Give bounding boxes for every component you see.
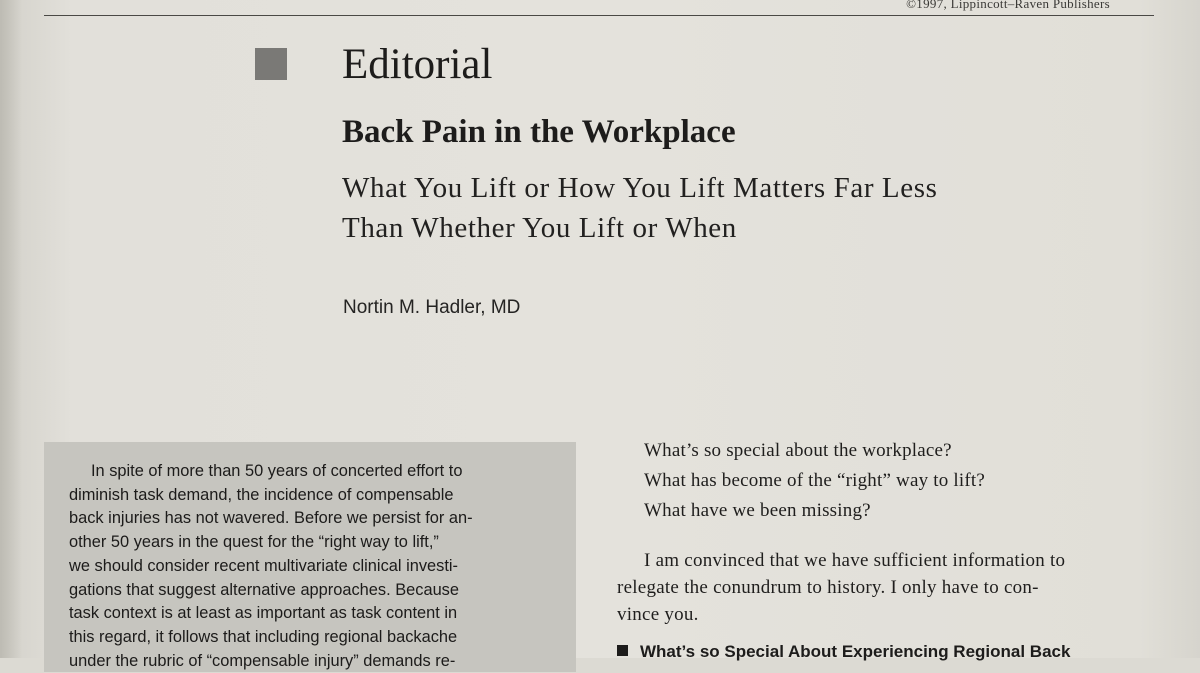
abstract-line: gations that suggest alternative approaches. Because [69,580,459,599]
paragraph-line: I am convinced that we have sufficient information to [644,550,1066,571]
author-byline: Nortin M. Hadler, MD [343,297,521,318]
abstract-line: task context is at least as important as task content in [69,604,458,623]
abstract-text [69,460,549,673]
article-title: Back Pain in the Workplace [342,114,736,150]
question-item: What’s so special about the workplace? [644,440,952,461]
subtitle-line-1: What You Lift or How You Lift Matters Far Less [342,172,938,204]
page-binding-shadow [0,0,22,658]
section-label: Editorial [342,41,493,88]
abstract-line: back injuries has not wavered. Before we persist for an- [69,509,473,528]
abstract-line: In spite of more than 50 years of concerted effort to [91,462,463,480]
subtitle-line-2: Than Whether You Lift or When [342,212,737,244]
opening-questions [644,436,985,526]
heading-bullet-square [617,645,628,656]
question-item: What has become of the “right” way to lift? [644,470,985,491]
abstract-line: this regard, it follows that including regional backache [69,627,458,646]
article-subtitle [342,168,1142,248]
question-item: What have we been missing? [644,500,871,521]
copyright-notice: ©1997, Lippincott–Raven Publishers [906,0,1110,11]
section-marker-square [255,48,287,80]
abstract-line: we should consider recent multivariate clinical investi- [69,556,458,575]
paragraph-line: relegate the conundrum to history. I only have to con- [617,577,1039,598]
section-heading [617,640,1177,664]
body-paragraph [617,547,1157,628]
abstract-line: diminish task demand, the incidence of compensable [69,485,454,504]
section-heading-text: What’s so Special About Experiencing Regional Back [640,642,1071,661]
paragraph-line: vince you. [617,604,699,625]
abstract-line: other 50 years in the quest for the “right way to lift,” [69,533,439,552]
header-rule [44,15,1154,16]
abstract-line: under the rubric of “compensable injury” demands re- [69,651,456,670]
